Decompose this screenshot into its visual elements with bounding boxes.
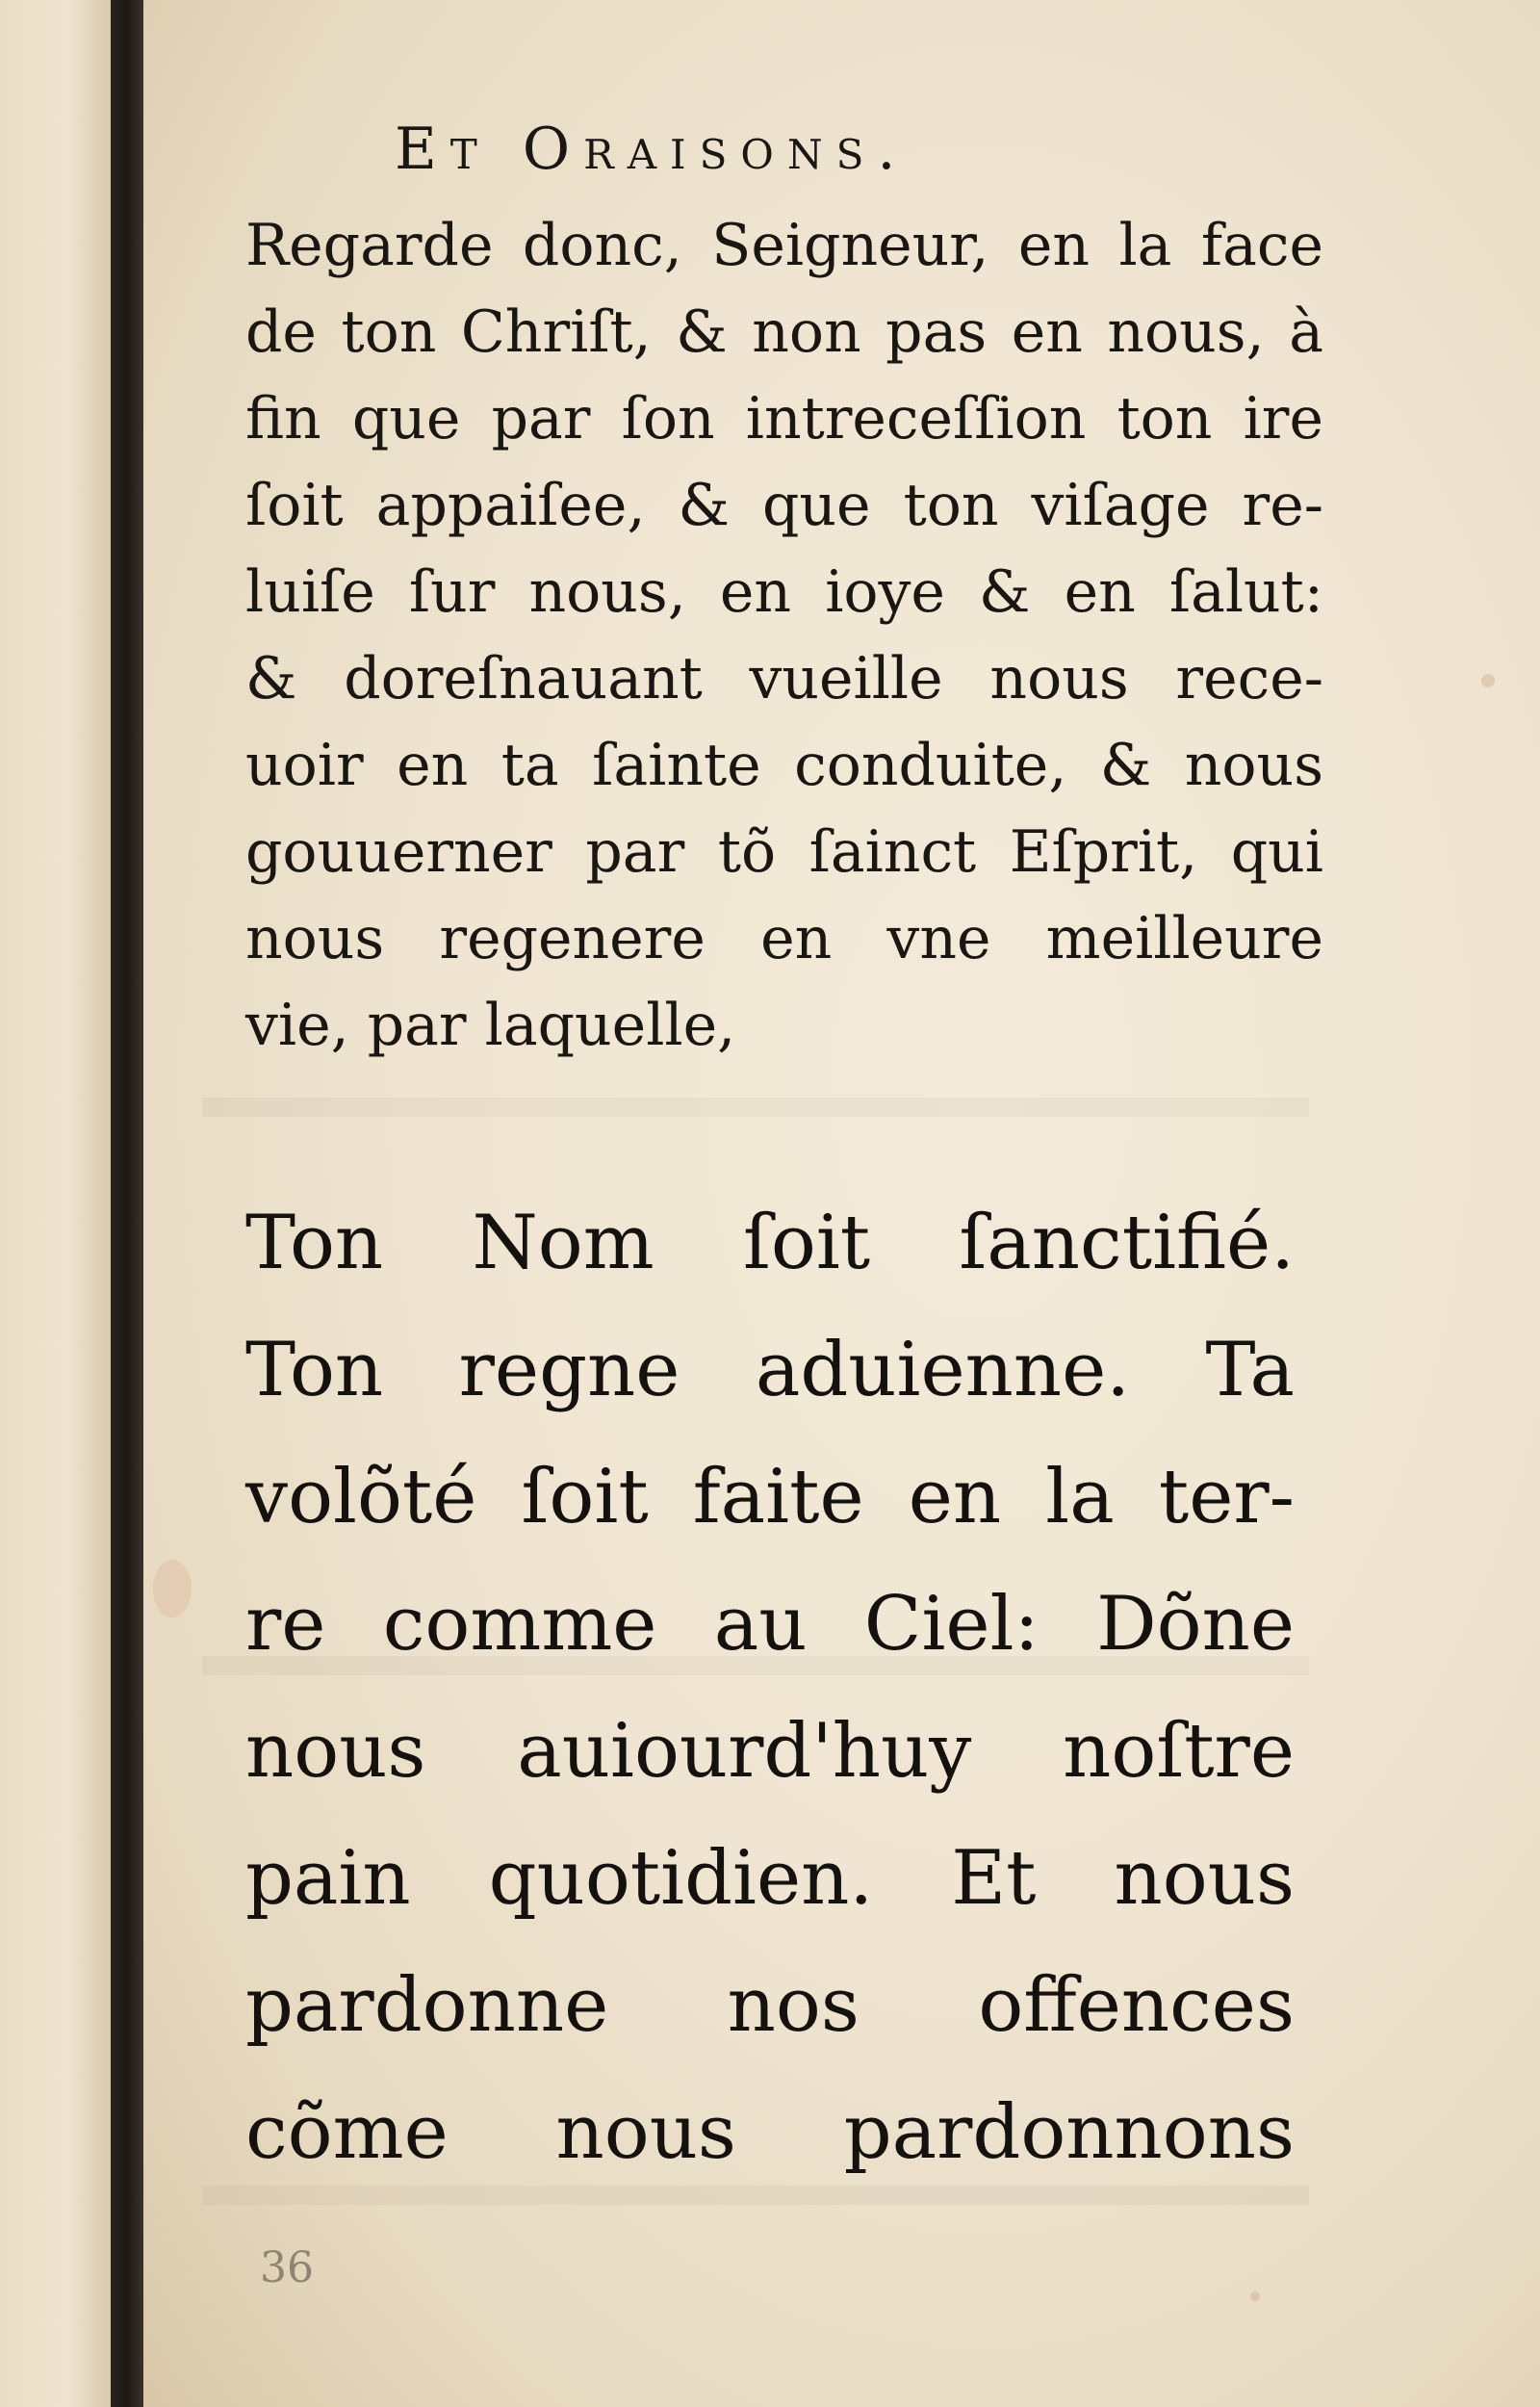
body-line: luiſe ſur nous, en ioye & en ſalut: [245,558,1323,626]
body-line: vie, par laquelle, [245,992,736,1059]
page-number: 36 [260,2243,314,2292]
running-head: Et Oraisons. [395,116,910,183]
body-line: nous regenere en vne meilleure [245,905,1323,972]
prayer-line: pardonne nos offences [245,1962,1295,2049]
prayer-line: Ton Nom ſoit ſanctifié. [245,1200,1295,1286]
prayer-line: volõté ſoit faite en la ter- [245,1454,1295,1540]
paper-stain [1250,2291,1260,2301]
body-line: Regarde donc, Seigneur, en la face [245,212,1323,279]
prayer-line: cõme nous pardonnons [245,2089,1295,2176]
paper-stain [153,1560,192,1618]
prayer-line: pain quotidien. Et nous [245,1835,1295,1922]
body-line: ſoit appaiſee, & que ton viſage re- [245,472,1323,539]
show-through [202,1098,1309,1117]
lords-prayer-text [245,1179,1295,2196]
body-line: gouuerner par tõ ſainct Eſprit, qui [245,818,1323,886]
body-line: uoir en ta ſainte conduite, & nous [245,732,1323,799]
facing-page [0,0,111,2407]
body-line: de ton Chriſt, & non pas en nous, à [245,298,1323,366]
body-line: fin que par ſon intreceſſion ton ire [245,385,1323,453]
prayer-line: Ton regne aduienne. Ta [245,1327,1295,1413]
prayer-line: nous auiourd'huy noſtre [245,1708,1295,1795]
book-gutter [111,0,143,2407]
prayer-line: re comme au Ciel: Dõne [245,1581,1295,1668]
body-line: & doreſnauant vueille nous rece- [245,645,1323,712]
paper-stain [1481,674,1495,687]
body-paragraph [245,202,1323,1069]
